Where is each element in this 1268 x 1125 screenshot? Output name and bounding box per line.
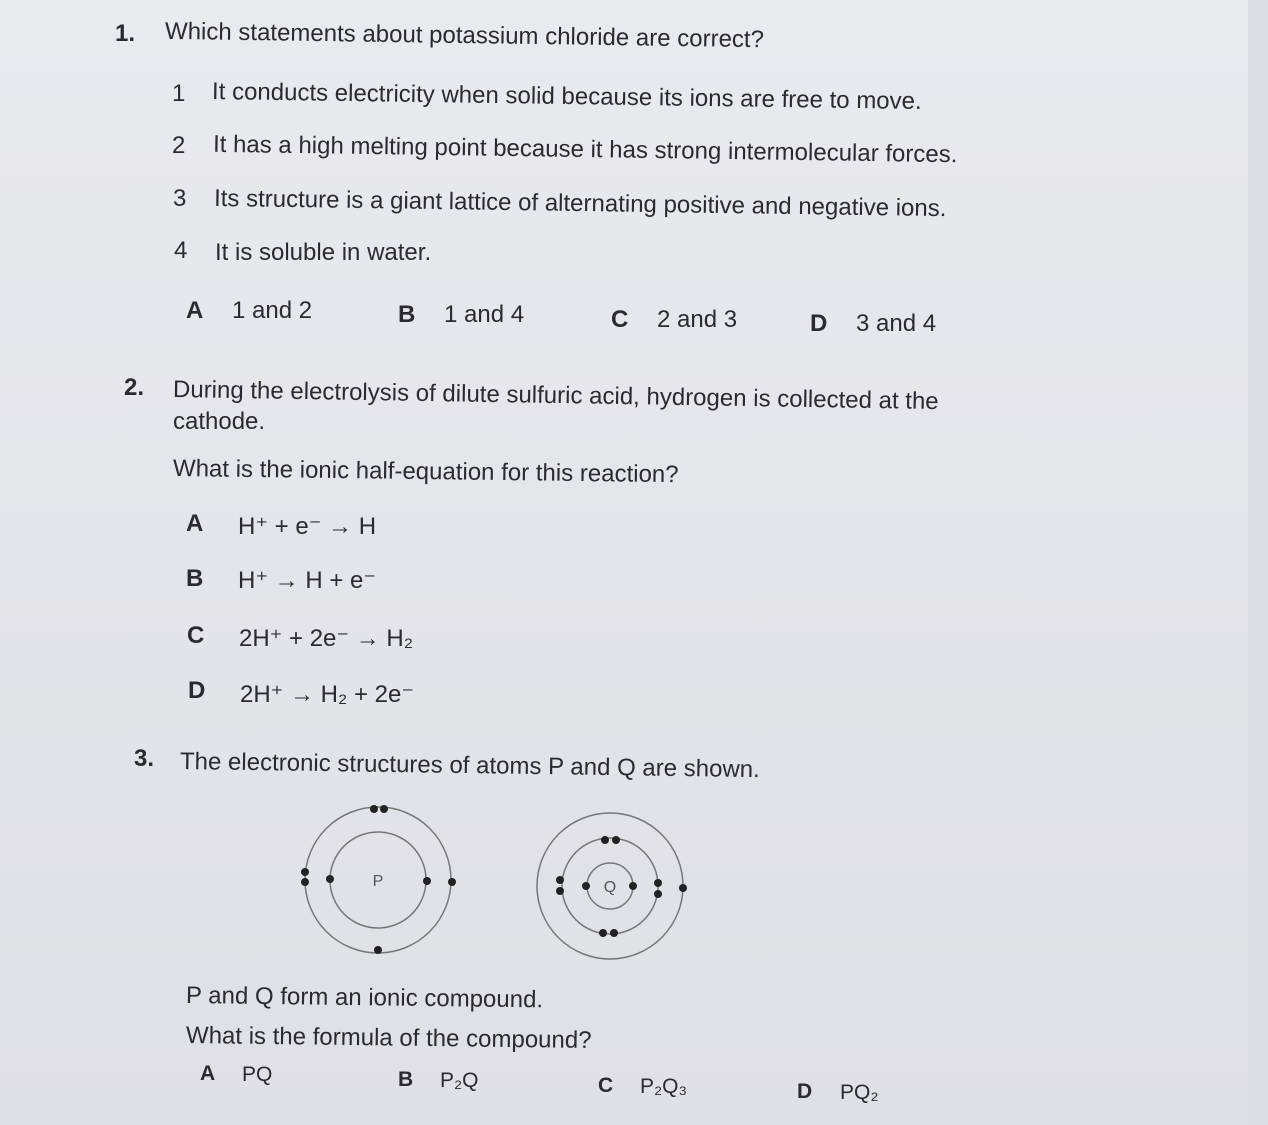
q2-option-letter: C <box>187 622 205 649</box>
q1-option-letter: C <box>611 306 629 333</box>
q1-option-d[interactable]: 3 and 4 <box>856 310 937 337</box>
q2-stem-line2: cathode. <box>173 408 266 435</box>
q1-stem: Which statements about potassium chloride are correct? <box>164 17 765 54</box>
atom-q-label: Q <box>603 879 617 896</box>
q3-option-letter: B <box>398 1068 414 1091</box>
q2-option-c[interactable]: 2H⁺ + 2e⁻ → H₂ <box>239 625 414 652</box>
q3-option-b[interactable]: P₂Q <box>440 1069 479 1092</box>
q1-option-b[interactable]: 1 and 4 <box>444 301 525 328</box>
q3-option-letter: A <box>200 1062 216 1085</box>
q1-option-letter: B <box>398 301 416 328</box>
q2-option-letter: A <box>186 510 204 537</box>
q1-statement-number: 4 <box>174 237 188 264</box>
q3-option-letter: D <box>797 1080 813 1103</box>
q2-option-letter: D <box>188 677 206 704</box>
q1-number: 1. <box>115 20 136 47</box>
q2-number: 2. <box>124 374 145 401</box>
q3-option-letter: C <box>598 1074 614 1097</box>
q1-statement: It conducts electricity when solid because its ions are free to move. <box>211 78 922 115</box>
atom-p-label: P <box>372 873 384 890</box>
q3-option-a[interactable]: PQ <box>242 1063 273 1086</box>
q1-statement: It is soluble in water. <box>215 239 432 266</box>
q1-statement: Its structure is a giant lattice of alternating positive and negative ions. <box>213 184 947 223</box>
q3-option-c[interactable]: P₂Q₃ <box>640 1075 688 1098</box>
q1-option-letter: D <box>810 310 828 337</box>
q2-option-d[interactable]: 2H⁺ → H₂ + 2e⁻ <box>240 681 415 708</box>
q3-line1: P and Q form an ionic compound. <box>185 982 544 1014</box>
q1-option-c[interactable]: 2 and 3 <box>657 306 738 333</box>
q3-stem: The electronic structures of atoms P and Q are shown. <box>179 748 760 784</box>
q1-statement-number: 1 <box>172 80 186 107</box>
q3-option-d[interactable]: PQ₂ <box>840 1081 879 1104</box>
q2-stem-line1: During the electrolysis of dilute sulfuric acid, hydrogen is collected at the <box>172 376 939 416</box>
q3-question: What is the formula of the compound? <box>185 1022 592 1054</box>
atom-q-electrons <box>556 836 687 937</box>
atom-diagrams <box>280 790 720 970</box>
q2-question: What is the ionic half-equation for this reaction? <box>172 455 679 489</box>
q2-option-b[interactable]: H⁺ → H + e⁻ <box>238 567 377 594</box>
q2-option-a[interactable]: H⁺ + e⁻ → H <box>238 513 377 540</box>
q2-option-letter: B <box>186 565 204 592</box>
q1-statement: It has a high melting point because it has strong intermolecular forces. <box>212 130 958 169</box>
q1-option-letter: A <box>186 297 204 324</box>
q1-statement-number: 3 <box>173 185 187 212</box>
q3-number: 3. <box>134 745 155 772</box>
q1-option-a[interactable]: 1 and 2 <box>232 297 313 324</box>
q1-statement-number: 2 <box>172 132 186 159</box>
